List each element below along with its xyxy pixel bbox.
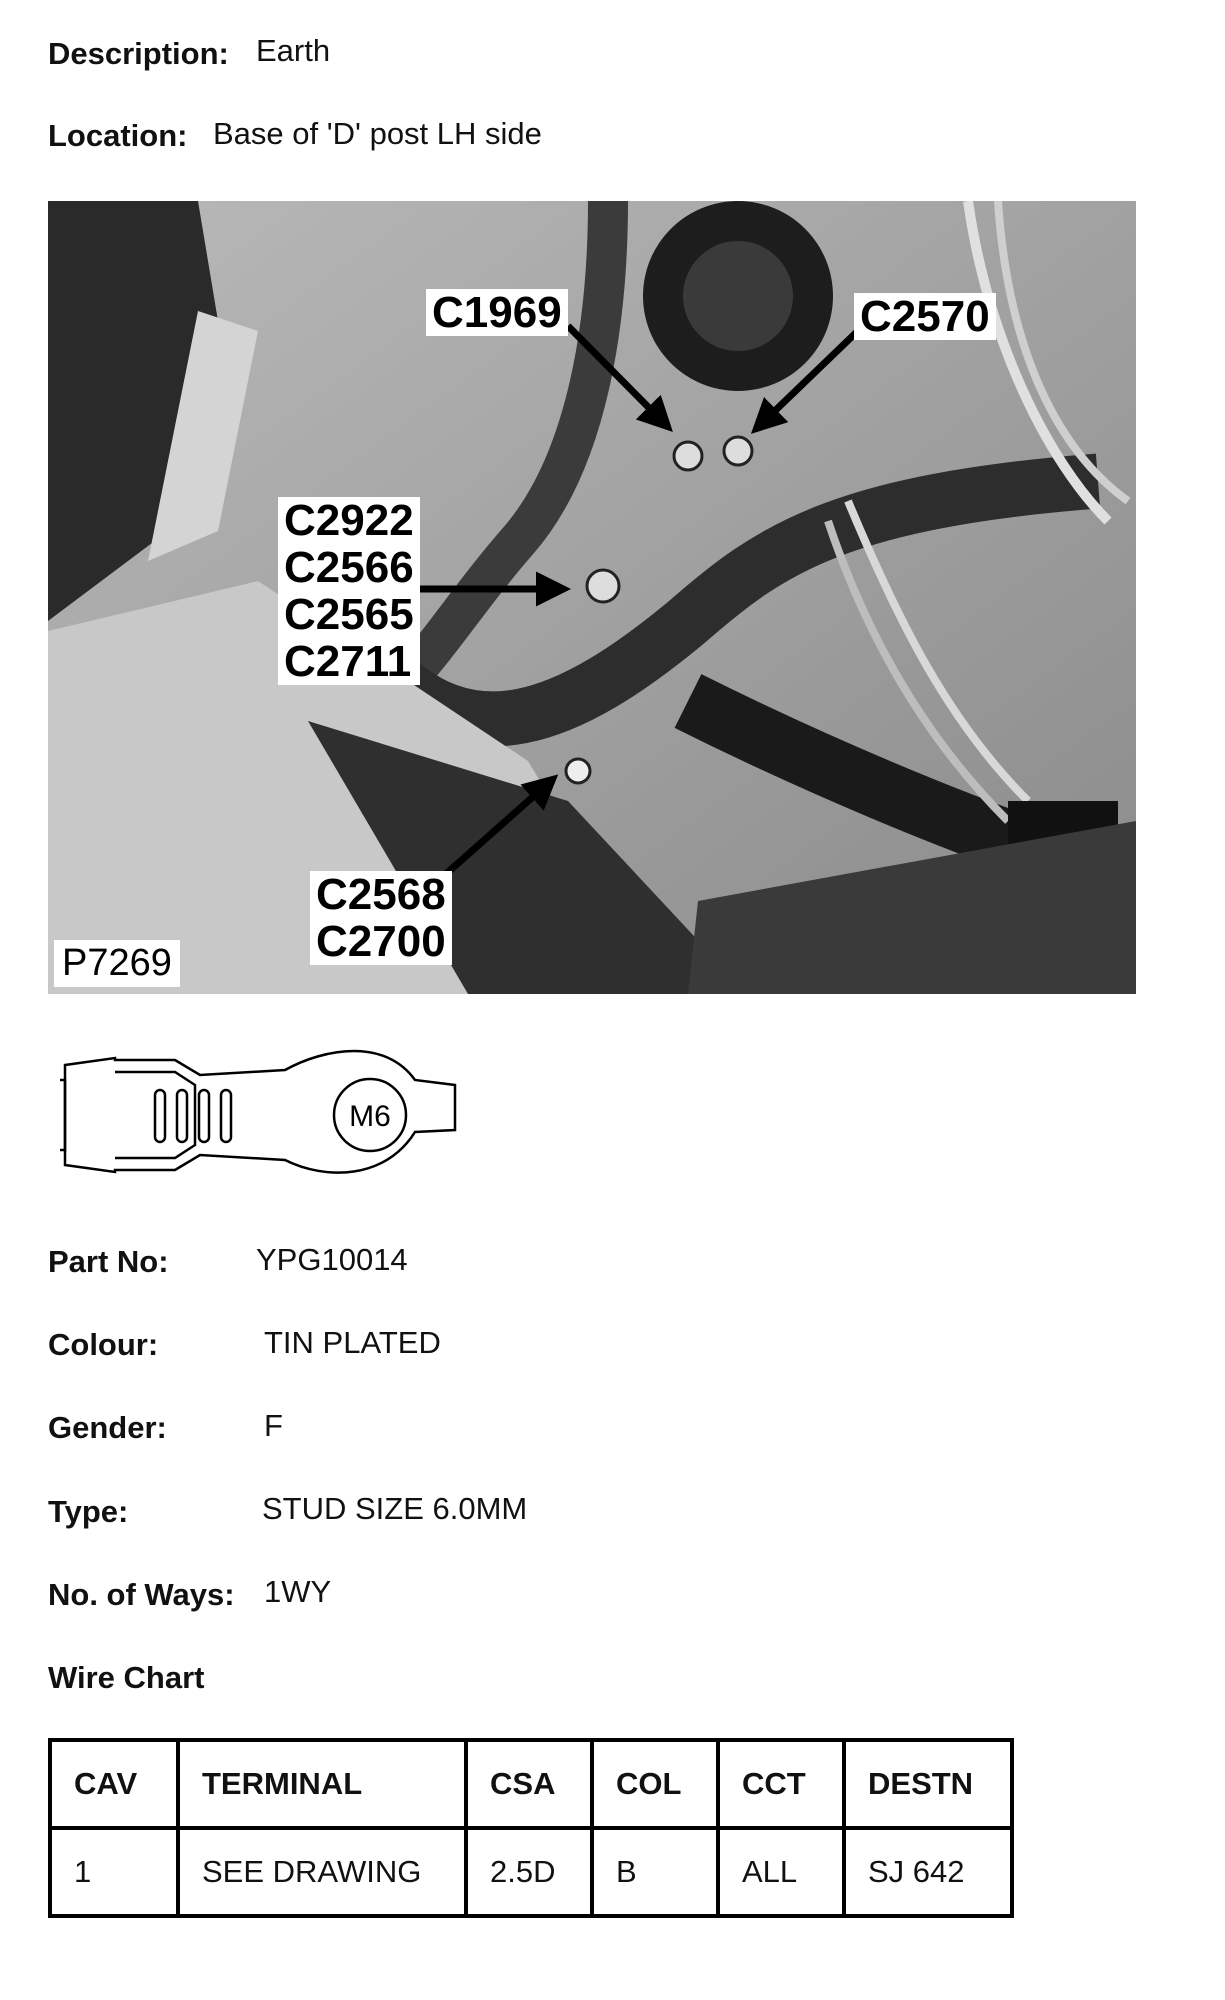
gender-value: F [264, 1408, 283, 1443]
callout-c2700: C2700 [316, 917, 446, 966]
description-label: Description: [48, 36, 229, 71]
location-value: Base of 'D' post LH side [213, 116, 542, 151]
callout-c2711: C2711 [284, 637, 412, 686]
wire-chart-table [48, 1738, 1014, 1918]
wire-chart-title: Wire Chart [48, 1660, 205, 1695]
header-csa: CSA [466, 1740, 592, 1828]
stud-size-label: M6 [349, 1100, 391, 1133]
table-row [50, 1828, 1012, 1916]
callout-c2566: C2566 [284, 543, 414, 592]
header-col: COL [592, 1740, 718, 1828]
figure-id: P7269 [54, 940, 180, 987]
callout-c2565: C2565 [284, 590, 414, 639]
callout-group-2 [310, 871, 452, 965]
callout-c1969: C1969 [426, 289, 568, 336]
ring-terminal-drawing [55, 1040, 475, 1190]
type-label: Type: [48, 1494, 129, 1529]
header-cct: CCT [718, 1740, 844, 1828]
gender-label: Gender: [48, 1410, 167, 1445]
callout-c2922: C2922 [284, 496, 414, 545]
type-value: STUD SIZE 6.0MM [262, 1491, 528, 1526]
cell-destn: SJ 642 [844, 1828, 1012, 1916]
header-cav: CAV [50, 1740, 178, 1828]
cell-col: B [592, 1828, 718, 1916]
callout-c2570: C2570 [854, 293, 996, 340]
location-photo [48, 201, 1136, 994]
location-label: Location: [48, 118, 188, 153]
ways-value: 1WY [264, 1574, 332, 1609]
cell-cct: ALL [718, 1828, 844, 1916]
cell-cav: 1 [50, 1828, 178, 1916]
callout-c2568: C2568 [316, 870, 446, 919]
table-header-row [50, 1740, 1012, 1828]
colour-label: Colour: [48, 1327, 159, 1362]
header-destn: DESTN [844, 1740, 1012, 1828]
callout-group-1 [278, 497, 420, 685]
cell-terminal: SEE DRAWING [178, 1828, 466, 1916]
cell-csa: 2.5D [466, 1828, 592, 1916]
description-value: Earth [256, 33, 331, 68]
part-no-label: Part No: [48, 1244, 169, 1279]
colour-value: TIN PLATED [264, 1325, 441, 1360]
header-terminal: TERMINAL [178, 1740, 466, 1828]
ways-label: No. of Ways: [48, 1577, 235, 1612]
part-no-value: YPG10014 [256, 1242, 408, 1277]
